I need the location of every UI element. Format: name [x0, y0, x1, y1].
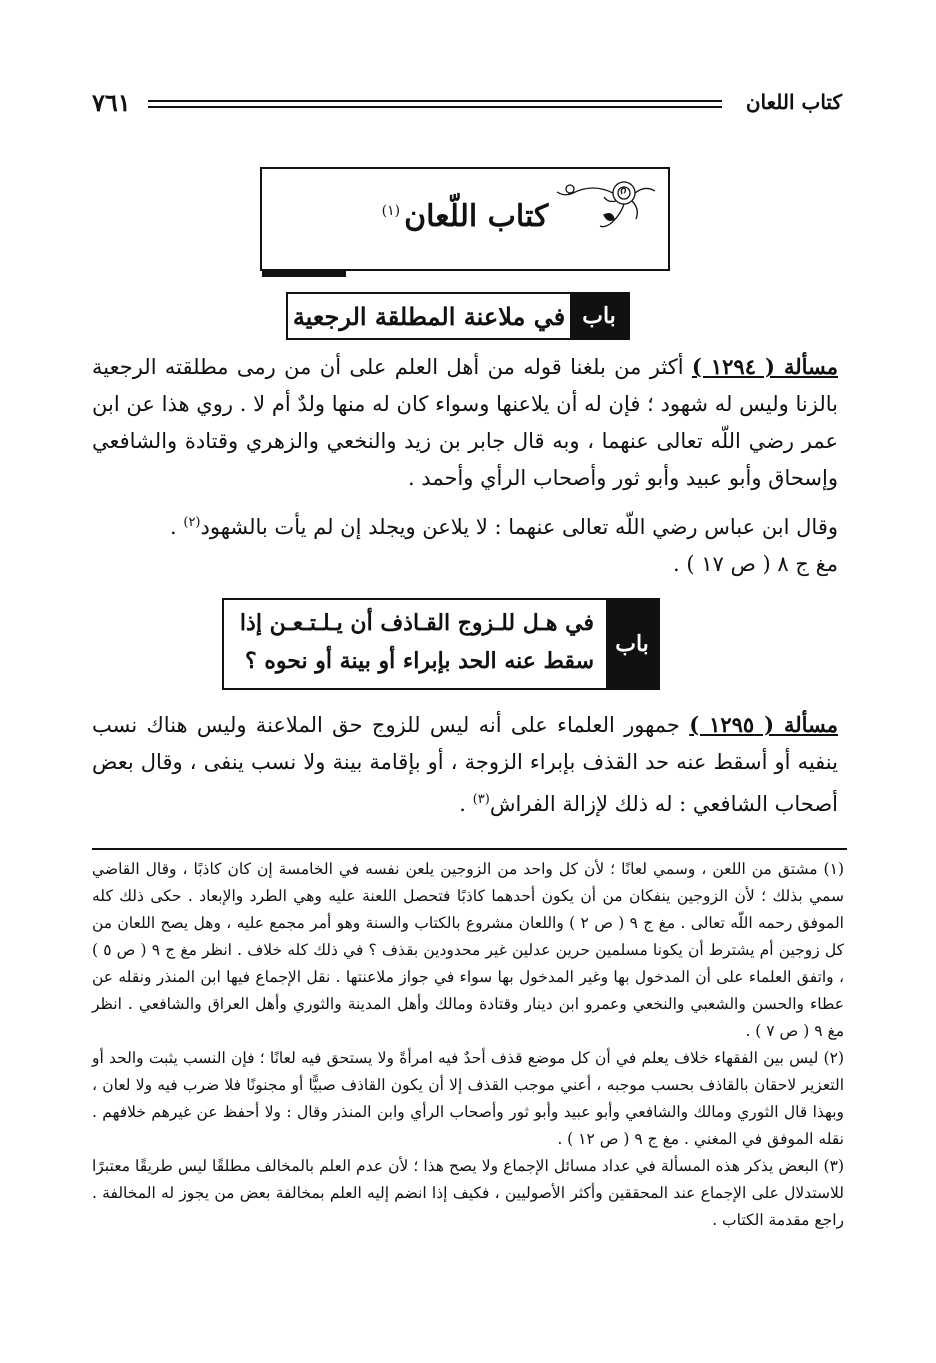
footnote-ref: (٢) — [183, 515, 201, 530]
section-label: باب — [570, 294, 628, 338]
section-title: في ملاعنة المطلقة الرجعية — [292, 301, 566, 331]
issue-text: أكثر من بلغنا قوله من أهل العلم على أن من رمى مطلقته الرجعية بالزنا وليس له شهود ؛ فإن له أن يلاعنها وسواء كان له منها ولدٌ أم لا . روي هذا عن ابن عمر رضي اللّه تعالى عنهما ، وبه قال جابر بن زيد والنخعي والزهري وقتادة والشافعي وإسحاق وأبو عبيد وأبو ثور وأصحاب الرأي وأحمد . — [92, 355, 838, 490]
issue-label: مسألة ( ١٢٩٥ ) — [689, 712, 838, 737]
section-heading-2 — [222, 598, 660, 690]
issue-text: جمهور العلماء على أنه ليس للزوج حق الملاعنة وليس هناك نسب ينفيه أو أسقط عنه حد القذف بإبراء الزوجة ، أو بإقامة بينة ولا نسب ينفى ، وقال بعض أصحاب الشافعي : له ذلك لإزالة الفراش — [92, 713, 838, 816]
chapter-title-box — [260, 167, 670, 271]
issue-text-2: وقال ابن عباس رضي اللّه تعالى عنهما : لا يلاعن ويجلد إن لم يأت بالشهود — [200, 515, 838, 539]
section-title-line-2: سقط عنه الحد بإبراء أو بينة أو نحوه ؟ — [245, 648, 594, 674]
page-number: ٧٦١ — [92, 88, 131, 117]
page-header — [92, 90, 842, 116]
chapter-title-text: كتاب اللّعان — [404, 199, 549, 234]
header-rule-bottom — [148, 106, 722, 108]
section-heading-1 — [286, 292, 630, 340]
running-title: كتاب اللعان — [745, 90, 842, 114]
issue-1294-second-paragraph — [92, 504, 838, 583]
source-reference: مغ ج ٨ ( ص ١٧ ) . — [672, 552, 838, 576]
footnote-2: (٢) ليس بين الفقهاء خلاف يعلم في أن كل موضع قذف أحدٌ فيه امرأةً ولا يستحق فيه لعانًا ؛ فإن النسب يثبت والحد أو التعزير لاحقان بالقاذف بحسب موجبه ، أعني موجب القذف إلا أن يكون القاذف صبيًّا أو مجنونًا فلا ضرب فيه ولا لعان ، وبهذا قال الثوري ومالك والشافعي وأبو عبيد وأبو ثور وأصحاب الرأي وابن المنذر وقال : ولا أحفظ عن غيرهم خلافهم . نقله الموفق في المغني . مغ ج ٩ ( ص ١٢ ) . — [92, 1049, 844, 1148]
section-title — [224, 600, 606, 688]
footnotes — [92, 856, 844, 1234]
section-title-line-1: في هـل للـزوج القـاذف أن يـلـتـعـن إذا — [239, 610, 594, 636]
chapter-title — [262, 199, 668, 234]
header-rule-top — [148, 100, 722, 102]
footnote-1: (١) مشتق من اللعن ، وسمي لعانًا ؛ لأن كل واحد من الزوجين يلعن نفسه في الخامسة إن كان كاذبًا ، وقال القاضي سمي بذلك ؛ لأن الزوجين ينفكان من أن يكون أحدهما كاذبًا فتحصل اللعنة عليه وهي الطرد والإبعاد . حكى ذلك كله الموفق رحمه اللّه تعالى . مغ ج ٩ ( ص ٢ ) واللعان مشروع بالكتاب والسنة وهو أمر مجمع عليه ، وهل يصح اللعان من كل زوجين أم يشترط أن يكونا مسلمين حرين عدلين غير محدودين بقذف ؟ في ذلك كله خلاف . انظر مغ ج ٩ ( ص ٥ ) ، واتفق العلماء على أن المدخول بها وغير المدخول بها سواء في جواز ملاعنتها . نقل الإجماع فيها ابن المنذر ونقله عن عطاء والحسن والشعبي والنخعي وعمرو ابن دينار وقتادة ومالك وأهل المدينة والثوري وأهل العراق والشافعي . انظر مغ ٩ ( ص ٧ ) . — [92, 860, 844, 1040]
issue-1294-paragraph — [92, 348, 838, 497]
sentence-end: . — [459, 792, 466, 816]
sentence-end: . — [169, 515, 177, 539]
footnote-ref: (٣) — [472, 792, 490, 807]
footnote-separator — [92, 848, 847, 850]
issue-1295-paragraph — [92, 706, 838, 823]
footnote-ref: (١) — [381, 203, 401, 219]
footnote-3: (٣) البعض يذكر هذه المسألة في عداد مسائل الإجماع ولا يصح هذا ؛ لأن عدم العلم بالمخالف مطلقًا ليس طريقًا معتبرًا للاستدلال على الإجماع عند المحققين وأكثر الأصوليين ، فكيف إذا انضم إليه العلم بمخالفة بعض من يجوز له المخالفة . راجع مقدمة الكتاب . — [92, 1157, 844, 1229]
section-label: باب — [606, 600, 658, 688]
issue-label: مسألة ( ١٢٩٤ ) — [691, 354, 838, 379]
title-box-shadow — [262, 271, 346, 277]
